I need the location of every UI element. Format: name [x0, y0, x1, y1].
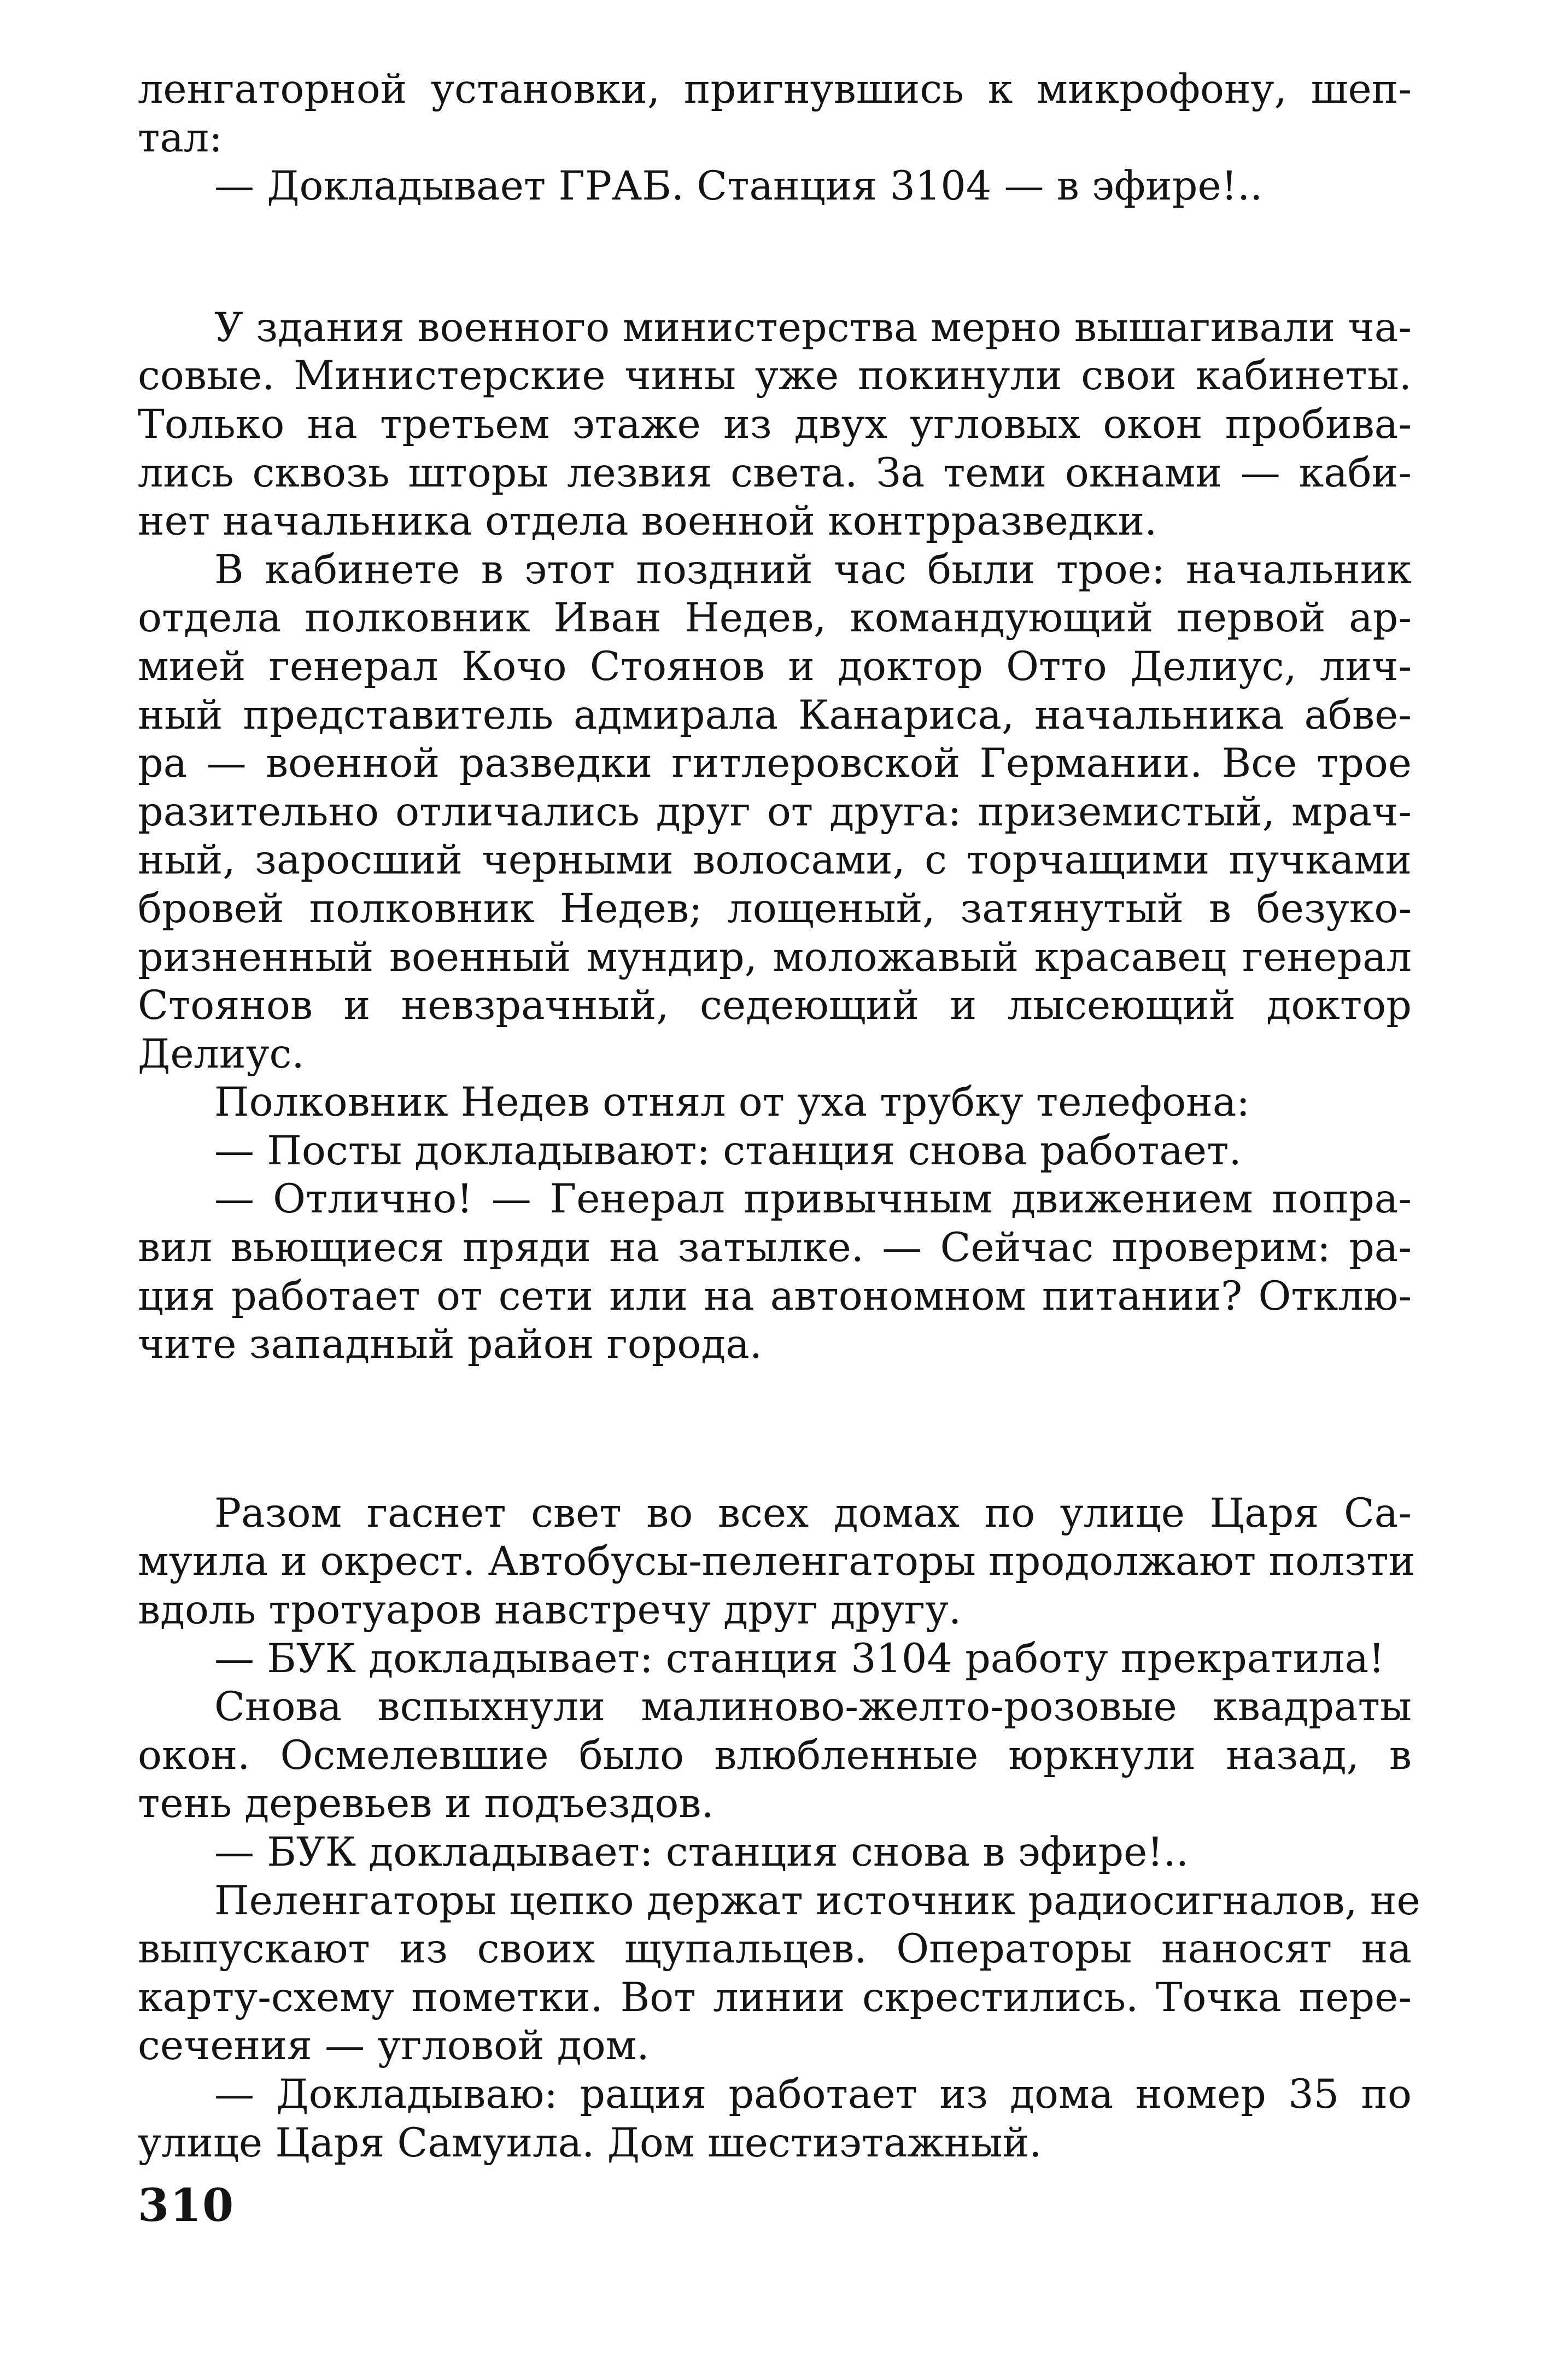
text-line: выпускают из своих щупальцев. Операторы наносят на: [138, 1926, 1412, 1973]
text-line: вдоль тротуаров навстречу друг другу.: [138, 1587, 962, 1634]
paragraph-first-line: Снова вспыхнули малиново-желто-розовые квадраты: [214, 1684, 1412, 1731]
page-number: 310: [138, 2179, 235, 2232]
text-line: ный представитель адмирала Канариса, начальника абве-: [138, 691, 1412, 738]
paragraph-first-line: У здания военного министерства мерно вышагивали ча-: [214, 304, 1412, 351]
text-line: ризненный военный мундир, моложавый красавец генерал: [138, 934, 1412, 981]
text-line: ция работает от сети или на автономном питании? Отклю-: [138, 1273, 1412, 1320]
text-line: муила и окрест. Автобусы-пеленгаторы продолжают ползти: [138, 1538, 1416, 1585]
text-line: ленгаторной установки, пригнувшись к микрофону, шеп-: [138, 66, 1412, 113]
paragraph-first-line: Разом гаснет свет во всех домах по улице Царя Са-: [214, 1490, 1412, 1537]
text-line: ный, заросший черными волосами, с торчащими пучками: [138, 837, 1412, 884]
text-line: разительно отличались друг от друга: приземистый, мрач-: [138, 788, 1412, 835]
text-line: бровей полковник Недев; лощеный, затянутый в безуко-: [138, 885, 1412, 932]
text-line: улице Царя Самуила. Дом шестиэтажный.: [138, 2119, 1042, 2166]
text-line: Стоянов и невзрачный, седеющий и лысеющий доктор: [138, 982, 1412, 1029]
text-line: тень деревьев и подъездов.: [138, 1780, 714, 1827]
section-break: [138, 211, 1412, 304]
paragraph-first-line: Полковник Недев отнял от уха трубку телефона:: [214, 1079, 1250, 1126]
text-line: Делиус.: [138, 1030, 305, 1077]
dialogue-line: — Отлично! — Генерал привычным движением попра-: [214, 1176, 1412, 1223]
text-line: совые. Министерские чины уже покинули свои кабинеты.: [138, 353, 1412, 400]
text-line: лись сквозь шторы лезвия света. За теми окнами — каби-: [138, 449, 1412, 496]
text-line: тал:: [138, 114, 223, 161]
paragraph-first-line: Пеленгаторы цепко держат источник радиосигналов, не: [214, 1877, 1420, 1924]
text-line: Только на третьем этаже из двух угловых окон пробива-: [138, 401, 1412, 448]
section-break: [138, 1369, 1412, 1490]
text-line: чите западный район города.: [138, 1321, 763, 1368]
text-line: мией генерал Кочо Стоянов и доктор Отто Делиус, лич-: [138, 643, 1412, 690]
text-line: сечения — угловой дом.: [138, 2023, 650, 2070]
text-line: вил вьющиеся пряди на затылке. — Сейчас проверим: ра-: [138, 1224, 1412, 1271]
text-line: карту-схему пометки. Вот линии скрестились. Точка пере-: [138, 1974, 1412, 2021]
paragraph-first-line: В кабинете в этот поздний час были трое: начальник: [214, 546, 1412, 593]
dialogue-line: — Докладывает ГРАБ. Станция 3104 — в эфире!..: [214, 163, 1263, 210]
text-line: отдела полковник Иван Недев, командующий первой ар-: [138, 595, 1412, 642]
text-line: окон. Осмелевшие было влюбленные юркнули назад, в: [138, 1732, 1412, 1779]
dialogue-line: — БУК докладывает: станция снова в эфире!..: [214, 1829, 1189, 1875]
dialogue-line: — Докладываю: рация работает из дома номер 35 по: [214, 2071, 1412, 2118]
dialogue-line: — БУК докладывает: станция 3104 работу прекратила!: [214, 1635, 1385, 1682]
dialogue-line: — Посты докладывают: станция снова работает.: [214, 1127, 1242, 1174]
text-line: ра — военной разведки гитлеровской Германии. Все трое: [138, 740, 1412, 787]
text-line: нет начальника отдела военной контрразведки.: [138, 498, 1157, 545]
page-text: [138, 66, 1420, 2167]
